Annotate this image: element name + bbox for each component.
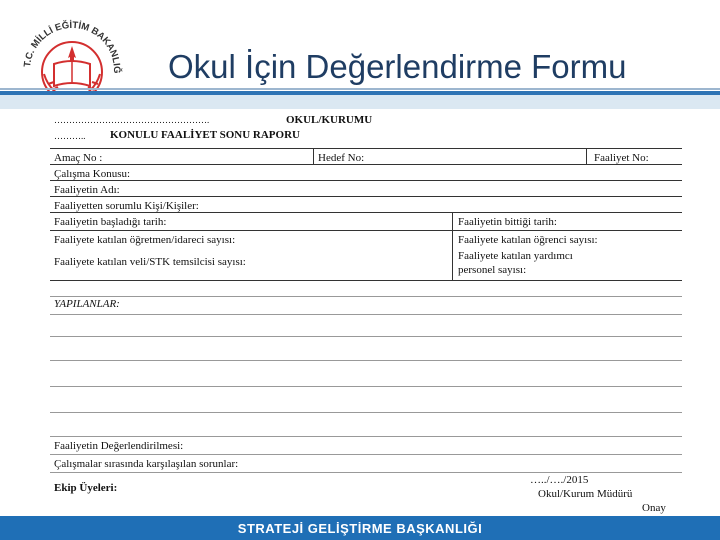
form-line	[50, 196, 682, 197]
slide-title: Okul İçin Değerlendirme Formu	[168, 48, 627, 85]
form-header-dots: …………………………………………….	[54, 115, 210, 125]
faaliyet-no-label: Faaliyet No:	[594, 152, 649, 164]
mudur-label: Okul/Kurum Müdürü	[538, 488, 633, 500]
form-line	[586, 148, 587, 164]
form-line	[50, 314, 682, 315]
footer-title: STRATEJİ GELİŞTİRME BAŞKANLIĞI	[237, 521, 483, 536]
ogretmen-sayisi-label: Faaliyete katılan öğretmen/idareci sayısı:	[54, 234, 236, 246]
form-header-report: KONULU FAALİYET SONU RAPORU	[110, 129, 300, 141]
form-header-okul: OKUL/KURUMU	[286, 114, 373, 126]
form-line	[50, 180, 682, 181]
form-line	[50, 386, 682, 387]
title-rule-band	[0, 95, 720, 109]
form-line	[50, 336, 682, 337]
title-rule	[0, 88, 720, 90]
form-line	[50, 412, 682, 413]
form-line	[50, 296, 682, 297]
veli-sayisi-label: Faaliyete katılan veli/STK temsilcisi sayısı:	[54, 256, 246, 268]
tarih-label: …../…./2015	[530, 474, 589, 486]
evaluation-form	[48, 110, 683, 515]
bitis-tarihi-label: Faaliyetin bittiği tarih:	[458, 216, 557, 228]
amac-no-label: Amaç No :	[54, 152, 103, 164]
form-line	[50, 280, 682, 281]
form-line	[50, 164, 682, 165]
onay-label: Onay	[642, 502, 666, 514]
hedef-no-label: Hedef No:	[318, 152, 365, 164]
sorumlu-kisi-label: Faaliyetten sorumlu Kişi/Kişiler:	[54, 200, 199, 212]
form-line	[50, 454, 682, 455]
ekip-uyeleri-label: Ekip Üyeleri:	[54, 482, 118, 494]
calisma-konusu-label: Çalışma Konusu:	[54, 168, 131, 180]
form-line	[313, 148, 314, 164]
yapilanlar-label: YAPILANLAR:	[54, 298, 120, 310]
form-line	[50, 436, 682, 437]
form-line	[50, 472, 682, 473]
degerlendirme-label: Faaliyetin Değerlendirilmesi:	[54, 440, 184, 452]
form-header-dots-2: ………..	[54, 131, 86, 141]
yardimci-personel-label-1: Faaliyete katılan yardımcı	[458, 250, 573, 262]
form-line	[50, 212, 682, 213]
faaliyet-adi-label: Faaliyetin Adı:	[54, 184, 120, 196]
form-line	[452, 212, 453, 280]
form-line	[50, 230, 682, 231]
sorunlar-label: Çalışmalar sırasında karşılaşılan sorunlar:	[54, 458, 239, 470]
yardimci-personel-label-2: personel sayısı:	[458, 264, 527, 276]
form-line	[50, 148, 682, 149]
baslangic-tarihi-label: Faaliyetin başladığı tarih:	[54, 216, 167, 228]
logo-text: T.C. MİLLİ EĞİTİM BAKANLIĞ	[22, 19, 123, 74]
form-line	[50, 360, 682, 361]
ogrenci-sayisi-label: Faaliyete katılan öğrenci sayısı:	[458, 234, 598, 246]
footer-bar	[0, 516, 720, 540]
